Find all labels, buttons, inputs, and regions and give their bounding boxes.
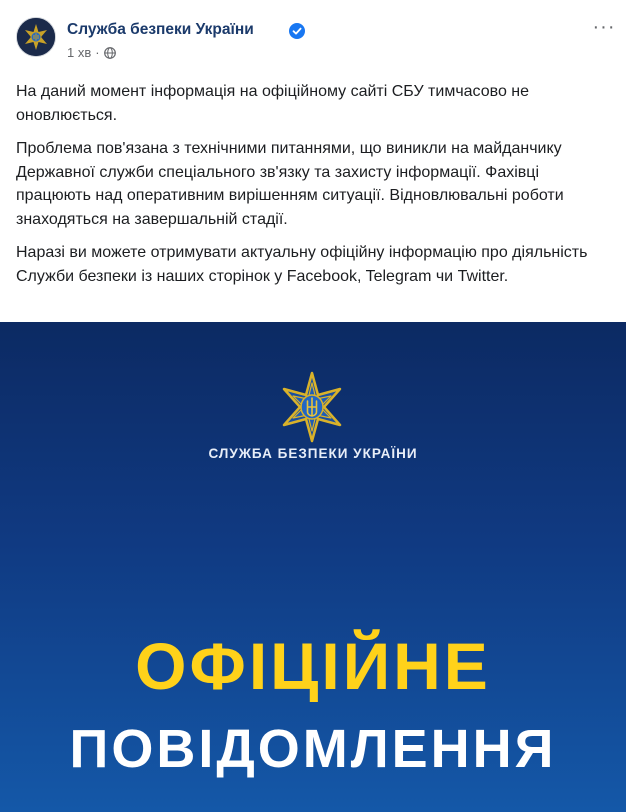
- agency-name: СЛУЖБА БЕЗПЕКИ УКРАЇНИ: [208, 446, 418, 461]
- post-image[interactable]: [0, 322, 626, 812]
- post-meta: [67, 45, 116, 60]
- headline-official: ОФІЦІЙНЕ: [135, 629, 491, 703]
- page-name-link[interactable]: Служба безпеки України: [67, 21, 254, 38]
- page-avatar[interactable]: [16, 17, 56, 57]
- sbu-emblem-icon: [17, 18, 55, 56]
- post-header: [0, 0, 626, 70]
- verified-badge-icon: [289, 23, 305, 39]
- globe-icon: [104, 47, 116, 59]
- headline-message: ПОВІДОМЛЕННЯ: [69, 719, 557, 779]
- post-timestamp[interactable]: 1 хв: [67, 45, 92, 60]
- sbu-emblem-icon: [274, 369, 350, 445]
- post-paragraph-2: Проблема пов'язана з технічними питаннями, що виникли на майданчику Державної служби спеціального зв'язку та захисту інформації. Фахівці працюють над оперативним вирішенням ситуації. Відновлювальні роботи знаходяться на завершальній стадії.: [16, 140, 564, 228]
- post-text: [16, 80, 612, 298]
- post-paragraph-3: Наразі ви можете отримувати актуальну офіційну інформацію про діяльність Служби безпеки із наших сторінок у Facebook, Telegram чи Twitter.: [16, 244, 588, 285]
- more-options-icon[interactable]: ···: [592, 16, 616, 38]
- post-paragraph-1: На даний момент інформація на офіційному сайті СБУ тимчасово не оновлюється.: [16, 83, 530, 124]
- meta-separator: ·: [95, 45, 100, 60]
